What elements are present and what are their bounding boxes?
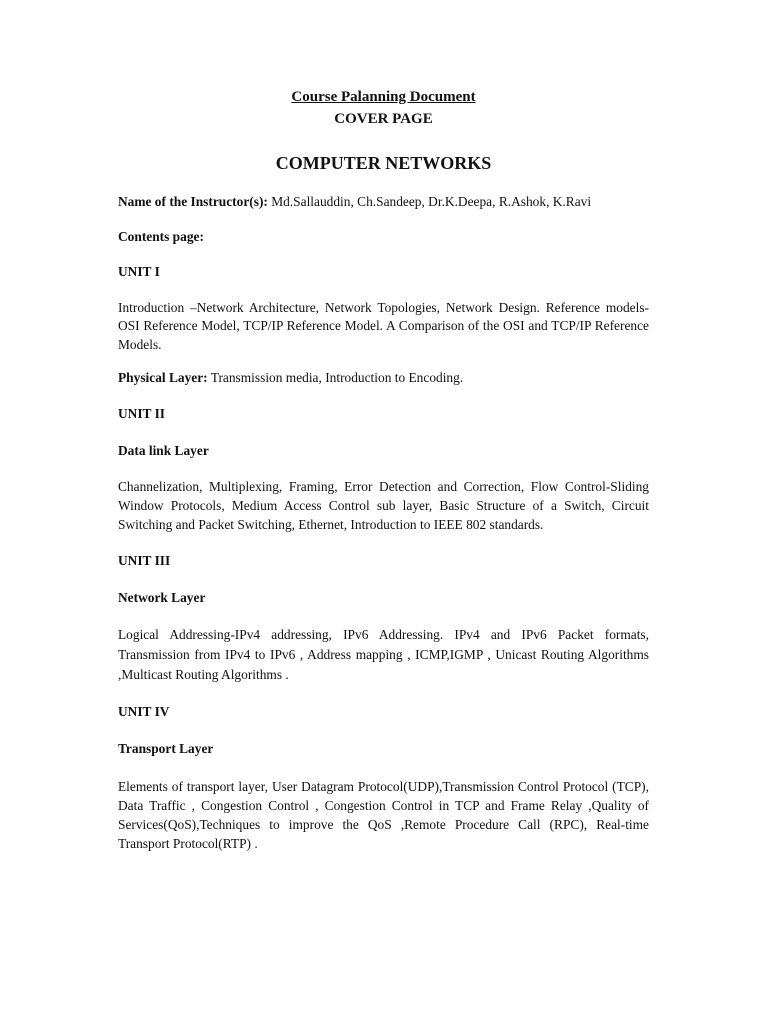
document-page: [118, 88, 649, 853]
unit-3-subheading: Network Layer: [118, 589, 206, 605]
subject-title: COMPUTER NETWORKS: [275, 153, 492, 173]
physical-layer-text: Transmission media, Introduction to Encoding.: [207, 369, 464, 385]
unit-1-heading: UNIT I: [118, 264, 160, 280]
unit-3-heading: UNIT III: [118, 553, 171, 569]
unit-2-text: Channelization, Multiplexing, Framing, Error Detection and Correction, Flow Control-Sliding Window Protocols, Medium Access Control sub layer, Basic Structure of a Switch, Circuit Switching and Packet Switching, Ethernet, Introduction to IEEE 802 standards.: [118, 479, 649, 532]
contents-label: Contents page:: [118, 228, 204, 244]
unit-2-heading: UNIT II: [118, 406, 166, 422]
unit-4-subheading: Transport Layer: [118, 740, 214, 756]
instructors-value: Md.Sallauddin, Ch.Sandeep, Dr.K.Deepa, R.Ashok, K.Ravi: [267, 194, 592, 209]
unit-4-heading: UNIT IV: [118, 704, 170, 720]
instructors-label: Name of the Instructor(s):: [118, 194, 268, 209]
unit-4-text: Elements of transport layer, User Datagram Protocol(UDP),Transmission Control Protocol (TCP), Data Traffic , Congestion Control , Congestion Control in TCP and Frame Relay ,Quality of Services(QoS),Techniques to improve the QoS ,Remote Procedure Call (RPC), Real-time Transport Protocol(RTP) .: [118, 778, 649, 851]
title-block: [118, 88, 649, 106]
physical-layer-label: Physical Layer:: [118, 369, 208, 385]
unit-3-text: Logical Addressing-IPv4 addressing, IPv6 Addressing. IPv4 and IPv6 Packet formats, Transmission from IPv4 to IPv6 , Address mapping , ICMP,IGMP , Unicast Routing Algorithms ,Multicast Routing Algorithms .: [118, 627, 649, 683]
instructors-line: [118, 193, 649, 212]
unit-2-subheading: Data link Layer: [118, 442, 209, 458]
unit-1-physical-layer: [118, 369, 649, 388]
document-title: Course Palanning Document: [291, 89, 476, 105]
cover-page-heading: COVER PAGE: [334, 111, 433, 127]
unit-1-introduction: Introduction –Network Architecture, Network Topologies, Network Design. Reference models- OSI Reference Model, TCP/IP Reference Model. A Comparison of the OSI and TCP/IP Reference Models.: [118, 299, 649, 352]
